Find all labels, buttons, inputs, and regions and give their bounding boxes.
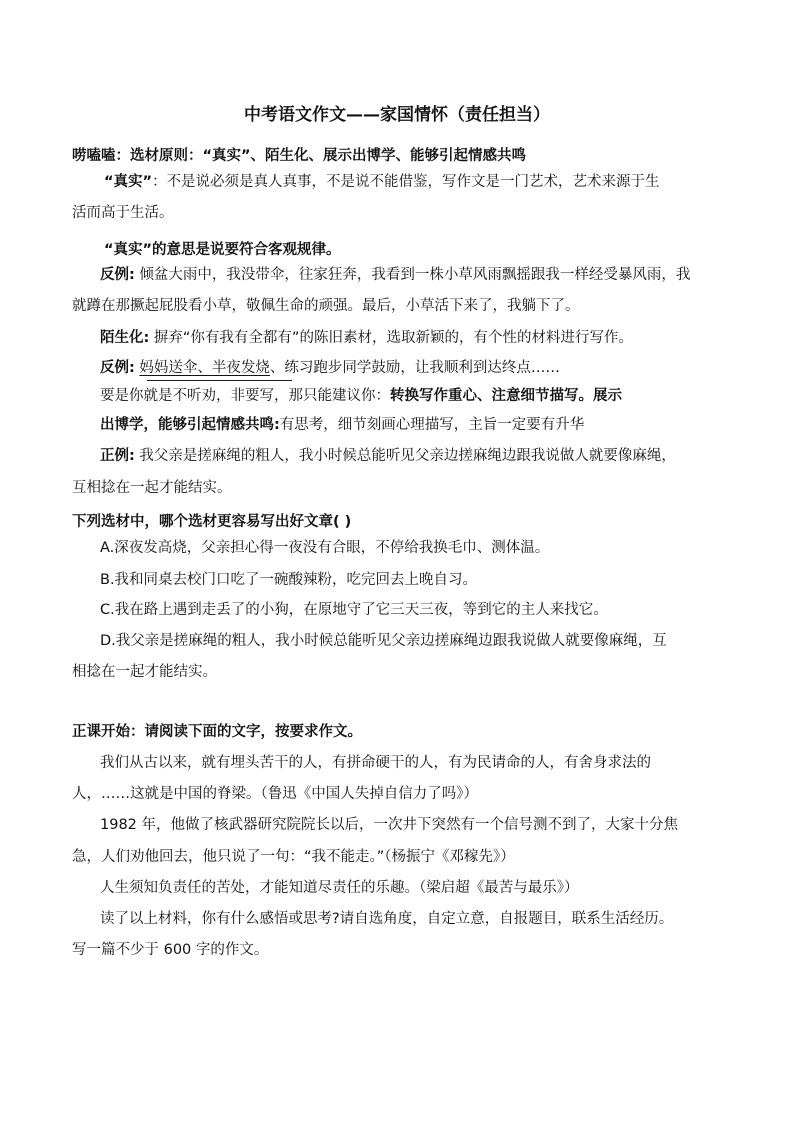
material-2a: 1982 年，他做了核武器研究院院长以后，一次井下突然有一个信号测不到了，大家十分焦 [100,817,679,833]
text: 、练习跑步同学鼓励，让我顺利到达终点…… [269,360,560,376]
suggestion [100,386,622,406]
paragraph-real-meaning: “真实”的意思是说要符合客观规律。 [104,242,341,258]
option-a: A.深夜发高烧，父亲担心得一夜没有合眼，不停给我换毛巾、测体温。 [100,540,550,556]
intro-heading: 唠嗑嗑：选材原则：“真实”、陌生化、展示出博学、能够引起情感共鸣 [72,148,527,164]
text: 我父亲是搓麻绳的粗人，我小时候总能听见父亲边搓麻绳边跟我说做人就要像麻绳， [139,448,676,464]
material-3: 人生须知负责任的苦处，才能知道尽责任的乐趣。（梁启超《最苦与最乐》） [100,880,579,896]
paragraph-real-2: 活而高于生活。 [72,205,174,221]
double-underline-rule [147,380,292,381]
option-d-cont: 相捻在一起才能结实。 [72,664,217,680]
text: 摒弃“你有我有全都有”的陈旧素材，选取新颖的，有个性的材料进行写作。 [153,330,633,346]
label-positive-example: 正例: [100,448,135,464]
bold-text: 出博学，能够引起情感共鸣: [100,417,280,433]
task-heading: 正课开始：请阅读下面的文字，按要求作文。 [72,724,362,740]
text: 倾盆大雨中，我没带伞，往家狂奔，我看到一株小草风雨飘摇跟我一样经受暴风雨，我 [139,267,691,283]
instructions-b: 写一篇不少于 600 字的作文。 [72,942,269,958]
label-defamiliarize: 陌生化: [100,330,150,346]
label-counterexample: 反例: [100,360,135,376]
text: ：不是说必须是真人真事，不是说不能借鉴，写作文是一门艺术，艺术来源于生 [152,174,660,190]
positive-example-b: 互相捻在一起才能结实。 [72,480,232,496]
material-2b: 急，人们劝他回去，他只说了一句：“我不能走。”（杨振宁《邓稼先》） [72,849,515,865]
material-1a: 我们从古以来，就有埋头苦干的人，有拼命硬干的人，有为民请命的人，有舍身求法的 [100,755,651,771]
underlined-text: 妈妈送伞、半夜发烧 [139,360,270,376]
positive-example-a [100,446,676,466]
defamiliarize [100,328,633,348]
suggestion-cont [100,415,584,435]
bold-text: 转换写作重心、注意细节描写。展示 [390,388,622,404]
text: 有思考，细节刻画心理描写，主旨一定要有升华 [279,417,585,433]
question-stem: 下列选材中，哪个选材更容易写出好文章( ) [72,514,352,530]
option-c: C.我在路上遇到走丢了的小狗，在原地守了它三天三夜，等到它的主人来找它。 [100,602,608,618]
counterexample-2 [100,358,560,378]
text: 要是你就是不听劝，非要写，那只能建议你： [100,388,390,404]
instructions-a: 读了以上材料，你有什么感悟或思考?请自选角度，自定立意，自报题目，联系生活经历。 [100,911,674,927]
page-title: 中考语文作文——家国情怀（责任担当） [244,105,550,125]
counterexample-1b: 就蹲在那撅起屁股看小草，敬佩生命的顽强。最后，小草活下来了，我躺下了。 [72,298,580,314]
material-1b: 人，……这就是中国的脊梁。（鲁迅《中国人失掉自信力了吗》） [72,786,478,802]
label-counterexample: 反例: [100,267,135,283]
term-real: “真实” [104,174,153,190]
option-d: D.我父亲是搓麻绳的粗人，我小时候总能听见父亲边搓麻绳边跟我说做人就要像麻绳，互 [100,633,667,649]
counterexample-1a [100,265,690,285]
paragraph-real-1 [104,172,660,192]
option-b: B.我和同桌去校门口吃了一碗酸辣粉，吃完回去上晚自习。 [100,572,478,588]
